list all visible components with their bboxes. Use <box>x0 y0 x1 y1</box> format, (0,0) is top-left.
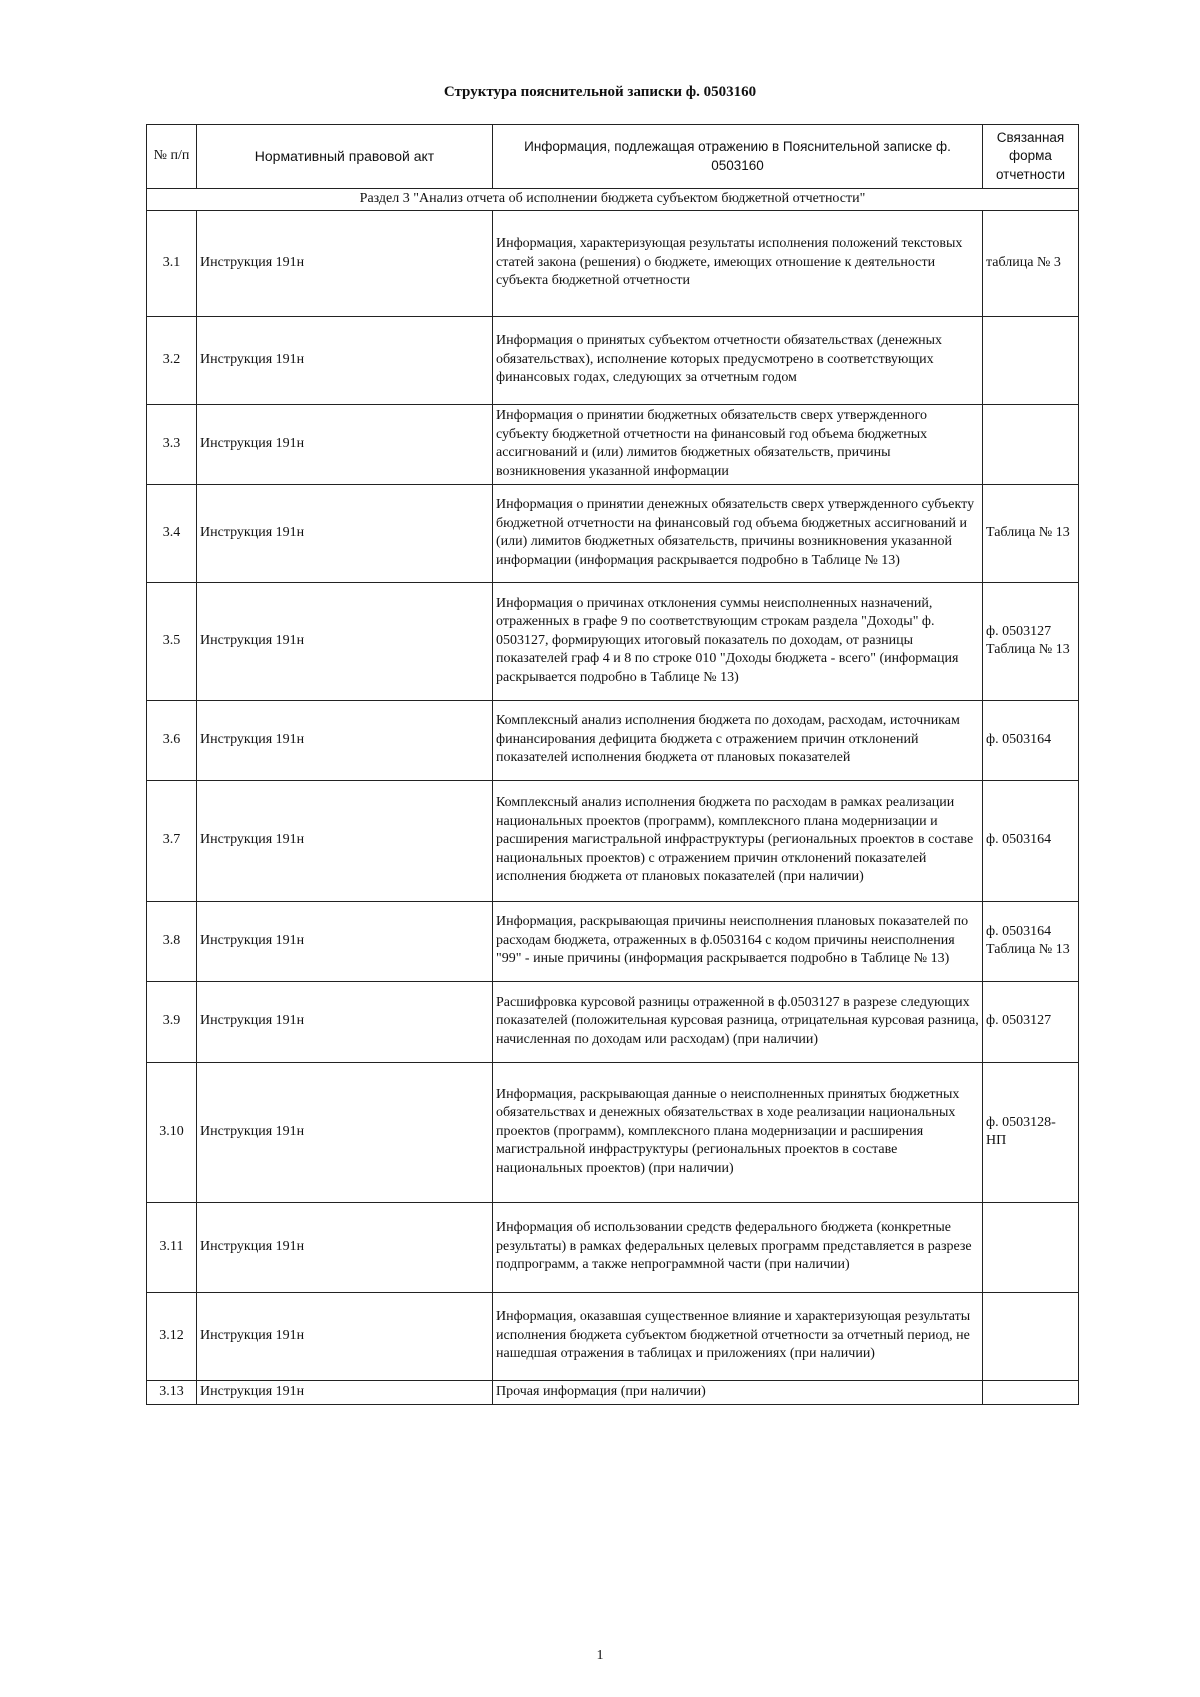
page-number: 1 <box>596 1648 604 1663</box>
header-form: Связанная форма отчетности <box>983 125 1079 189</box>
row-num: 3.9 <box>147 981 197 1062</box>
table-row <box>147 780 1079 901</box>
row-info: Информация, оказавшая существенное влияние и характеризующая результаты исполнения бюджета субъектом бюджетной отчетности за отчетный период, не нашедшая отражения в таблицах и приложениях (при наличии) <box>493 1292 983 1380</box>
row-act: Инструкция 191н <box>197 780 493 901</box>
row-act: Инструкция 191н <box>197 1292 493 1380</box>
header-info: Информация, подлежащая отражению в Пояснительной записке ф. 0503160 <box>493 125 983 189</box>
row-form: ф. 0503164 <box>983 700 1079 780</box>
row-num: 3.2 <box>147 316 197 404</box>
row-act: Инструкция 191н <box>197 210 493 316</box>
row-num: 3.5 <box>147 582 197 700</box>
table-row <box>147 901 1079 981</box>
table-row <box>147 981 1079 1062</box>
row-num: 3.10 <box>147 1062 197 1202</box>
row-act: Инструкция 191н <box>197 1202 493 1292</box>
row-info: Расшифровка курсовой разницы отраженной в ф.0503127 в разрезе следующих показателей (положительная курсовая разница, отрицательная курсовая разница, начисленная по доходам или расходам) (при наличии) <box>493 981 983 1062</box>
row-form: ф. 0503164 Таблица № 13 <box>983 901 1079 981</box>
row-act: Инструкция 191н <box>197 700 493 780</box>
table-row <box>147 404 1079 484</box>
row-act: Инструкция 191н <box>197 316 493 404</box>
row-form <box>983 1380 1079 1404</box>
row-num: 3.13 <box>147 1380 197 1404</box>
row-info: Информация о принятых субъектом отчетности обязательствах (денежных обязательствах), исполнение которых предусмотрено в соответствующих финансовых годах, следующих за отчетным годом <box>493 316 983 404</box>
row-num: 3.1 <box>147 210 197 316</box>
row-info: Комплексный анализ исполнения бюджета по доходам, расходам, источникам финансирования дефицита бюджета с отражением причин отклонений показателей исполнения бюджета от плановых показателей <box>493 700 983 780</box>
row-act: Инструкция 191н <box>197 582 493 700</box>
document-title: Структура пояснительной записки ф. 0503160 <box>443 84 757 100</box>
row-num: 3.12 <box>147 1292 197 1380</box>
row-form <box>983 1202 1079 1292</box>
row-form: ф. 0503127 Таблица № 13 <box>983 582 1079 700</box>
row-form <box>983 316 1079 404</box>
row-num: 3.3 <box>147 404 197 484</box>
table-row <box>147 1292 1079 1380</box>
header-num: № п/п <box>147 125 197 189</box>
row-info: Информация об использовании средств федерального бюджета (конкретные результаты) в рамках федеральных целевых программ представляется в разрезе подпрограмм, а также непрограммной части (при наличии) <box>493 1202 983 1292</box>
row-form: ф. 0503164 <box>983 780 1079 901</box>
section-row <box>147 189 1079 211</box>
table-row <box>147 582 1079 700</box>
row-num: 3.6 <box>147 700 197 780</box>
section-title: Раздел 3 "Анализ отчета об исполнении бюджета субъектом бюджетной отчетности" <box>147 189 1079 211</box>
table-header-row <box>147 125 1079 189</box>
row-act: Инструкция 191н <box>197 484 493 582</box>
row-info: Информация, раскрывающая данные о неисполненных принятых бюджетных обязательствах и денежных обязательствах в ходе реализации национальных проектов (программ), комплексного плана модернизации и расширения магистральной инфраструктуры (региональных проектов в составе национальных проектов) (при наличии) <box>493 1062 983 1202</box>
row-num: 3.8 <box>147 901 197 981</box>
row-act: Инструкция 191н <box>197 1380 493 1404</box>
row-act: Инструкция 191н <box>197 404 493 484</box>
table-row <box>147 1202 1079 1292</box>
row-info: Информация о принятии денежных обязательств сверх утвержденного субъекту бюджетной отчетности на финансовый год объема бюджетных ассигнований и (или) лимитов бюджетных обязательств, причины возникновения указанной информации (информация раскрывается подробно в Таблице № 13) <box>493 484 983 582</box>
table-row <box>147 210 1079 316</box>
row-info: Прочая информация (при наличии) <box>493 1380 983 1404</box>
table-row <box>147 700 1079 780</box>
row-act: Инструкция 191н <box>197 901 493 981</box>
row-num: 3.7 <box>147 780 197 901</box>
row-form <box>983 404 1079 484</box>
row-info: Информация, характеризующая результаты исполнения положений текстовых статей закона (решения) о бюджете, имеющих отношение к деятельности субъекта бюджетной отчетности <box>493 210 983 316</box>
row-info: Комплексный анализ исполнения бюджета по расходам в рамках реализации национальных проектов (программ), комплексного плана модернизации и расширения магистральной инфраструктуры (региональных проектов в составе национальных проектов) с отражением причин отклонений показателей исполнения бюджета от плановых показателей (при наличии) <box>493 780 983 901</box>
table-row <box>147 316 1079 404</box>
row-form: Таблица № 13 <box>983 484 1079 582</box>
row-info: Информация, раскрывающая причины неисполнения плановых показателей по расходам бюджета, отраженных в ф.0503164 с кодом причины неисполнения "99" - иные причины (информация раскрывается подробно в Таблице № 13) <box>493 901 983 981</box>
table-row <box>147 1380 1079 1404</box>
row-form <box>983 1292 1079 1380</box>
row-num: 3.4 <box>147 484 197 582</box>
header-act: Нормативный правовой акт <box>197 125 493 189</box>
structure-table <box>146 124 1079 1405</box>
row-form: ф. 0503128-НП <box>983 1062 1079 1202</box>
row-info: Информация о принятии бюджетных обязательств сверх утвержденного субъекту бюджетной отчетности на финансовый год объема бюджетных ассигнований и (или) лимитов бюджетных обязательств, причины возникновения указанной информации <box>493 404 983 484</box>
row-num: 3.11 <box>147 1202 197 1292</box>
row-form: ф. 0503127 <box>983 981 1079 1062</box>
table-row <box>147 1062 1079 1202</box>
table-row <box>147 484 1079 582</box>
row-act: Инструкция 191н <box>197 1062 493 1202</box>
row-info: Информация о причинах отклонения суммы неисполненных назначений, отраженных в графе 9 по соответствующим строкам раздела "Доходы" ф. 0503127, формирующих итоговый показатель по доходам, от разницы показателей граф 4 и 8 по строке 010 "Доходы бюджета - всего" (информация раскрывается подробно в Таблице № 13) <box>493 582 983 700</box>
row-act: Инструкция 191н <box>197 981 493 1062</box>
row-form: таблица № 3 <box>983 210 1079 316</box>
